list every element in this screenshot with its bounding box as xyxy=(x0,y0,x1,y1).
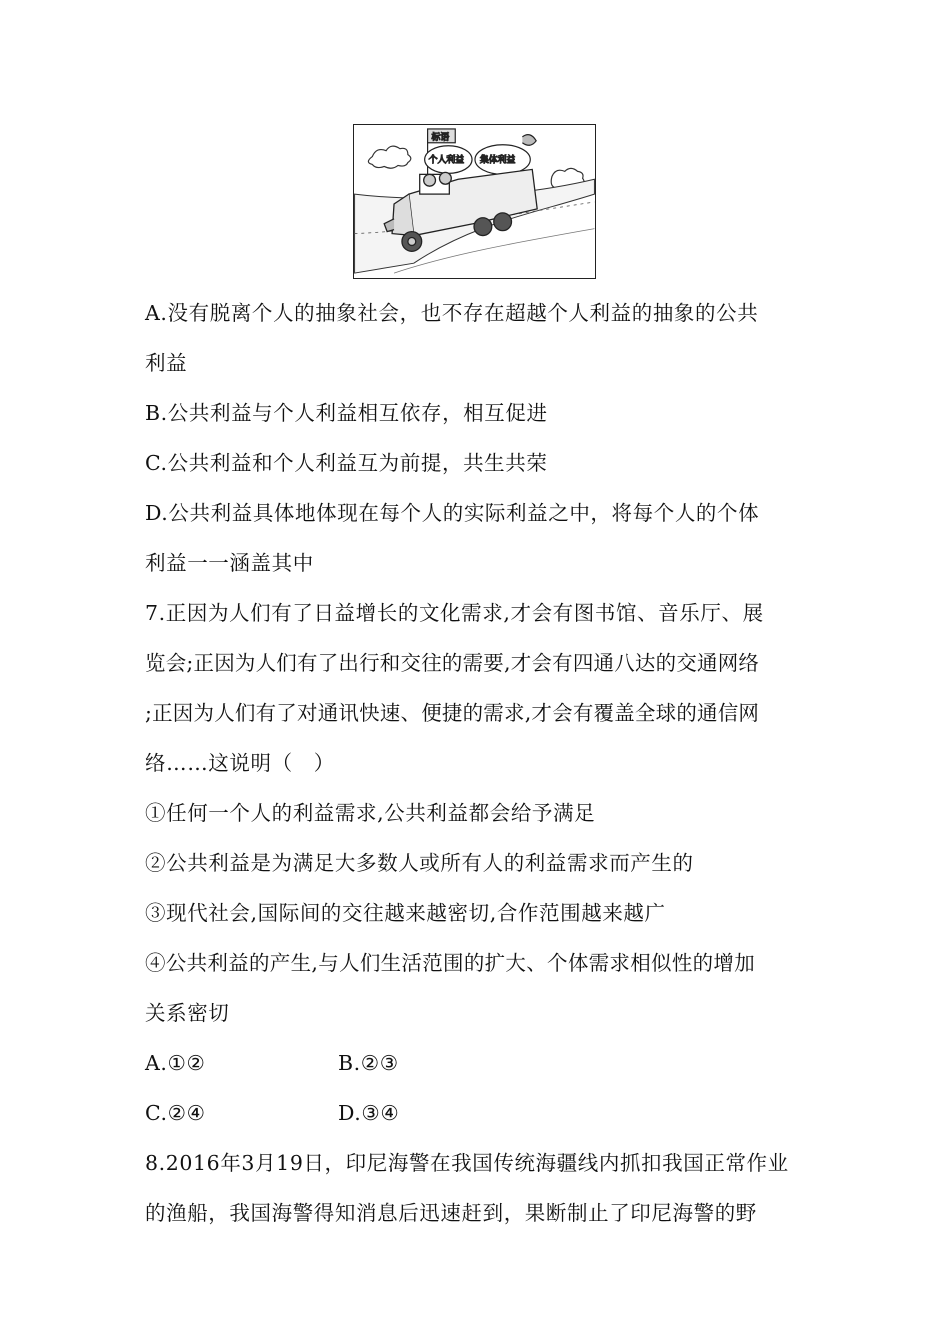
q6-option-b: B.公共利益与个人利益相互依存，相互促进 xyxy=(145,401,548,425)
q7-stem-line3: ;正因为人们有了对通讯快速、便捷的需求,才会有覆盖全球的通信网 xyxy=(145,701,760,725)
cloud-left xyxy=(368,146,410,168)
truck xyxy=(384,169,537,251)
q6-option-c: C.公共利益和个人利益互为前提，共生共荣 xyxy=(145,451,548,475)
sack-right-label: 集体利益 xyxy=(479,155,516,166)
q7-stem-line1: 7.正因为人们有了日益增长的文化需求,才会有图书馆、音乐厅、展 xyxy=(145,601,764,625)
sack-left-label: 个人利益 xyxy=(428,155,465,166)
q7-choice-c: C.②④ xyxy=(145,1101,206,1125)
q8-stem-line2: 的渔船，我国海警得知消息后迅速赶到，果断制止了印尼海警的野 xyxy=(145,1201,757,1225)
q6-option-a-line1: A.没有脱离个人的抽象社会，也不存在超越个人利益的抽象的公共 xyxy=(145,301,759,325)
q8-stem-line1: 8.2016年3月19日，印尼海警在我国传统海疆线内抓扣我国正常作业 xyxy=(145,1151,789,1175)
q7-choice-a: A.①② xyxy=(145,1051,206,1075)
q7-statement-4-line2: 关系密切 xyxy=(145,1001,230,1025)
q7-stem-line4: 络……这说明（ ） xyxy=(145,751,335,775)
sign-text: 标语 xyxy=(431,132,450,143)
q6-option-d-line2: 利益一一涵盖其中 xyxy=(145,551,314,575)
sack-individual xyxy=(425,146,472,174)
q7-choice-d: D.③④ xyxy=(338,1101,400,1125)
q6-option-d-line1: D.公共利益具体地体现在每个人的实际利益之中，将每个人的个体 xyxy=(145,501,760,525)
cartoon-illustration xyxy=(353,124,596,279)
q7-statement-1: ①任何一个人的利益需求,公共利益都会给予满足 xyxy=(145,801,596,825)
q7-stem-line2: 览会;正因为人们有了出行和交往的需要,才会有四通八达的交通网络 xyxy=(145,651,760,675)
q7-statement-4-line1: ④公共利益的产生,与人们生活范围的扩大、个体需求相似性的增加 xyxy=(145,951,756,975)
q7-choice-b: B.②③ xyxy=(338,1051,399,1075)
q7-statement-3: ③现代社会,国际间的交往越来越密切,合作范围越来越广 xyxy=(145,901,666,925)
q6-option-a-line2: 利益 xyxy=(145,351,188,375)
sack-collective xyxy=(475,135,536,175)
q7-statement-2: ②公共利益是为满足大多数人或所有人的利益需求而产生的 xyxy=(145,851,694,875)
